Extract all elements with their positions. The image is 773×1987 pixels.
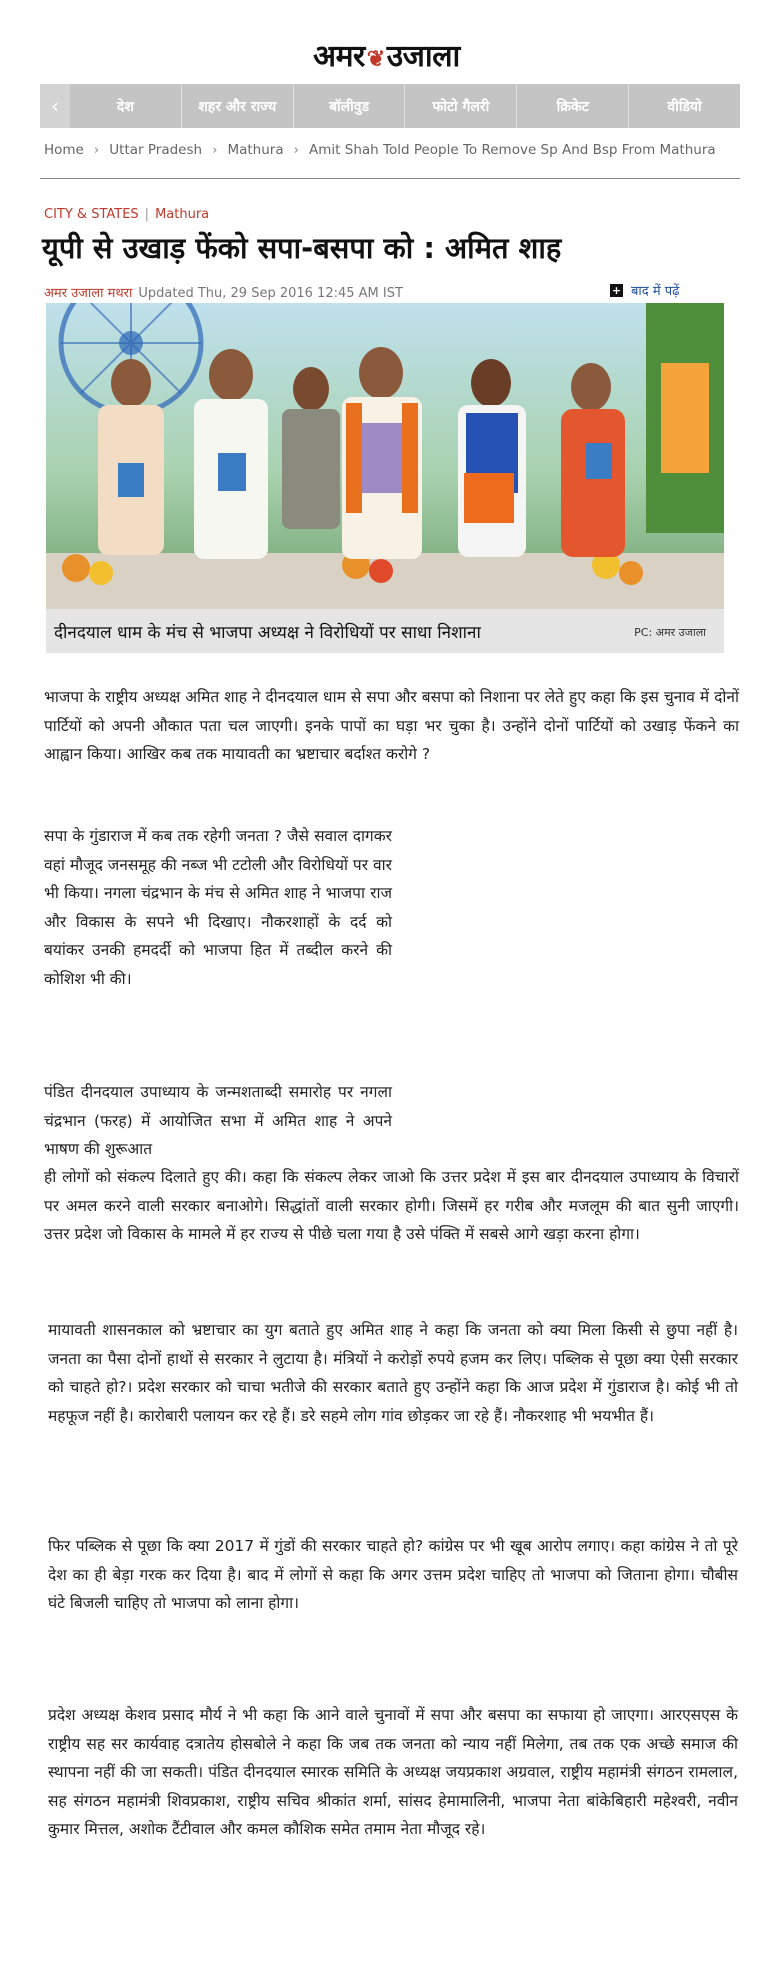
article-paragraph: सपा के गुंडाराज में कब तक रहेगी जनता ? जैसे सवाल दागकर वहां मौजूद जनसमूह की नब्ज भी टटोली और विरोधियों पर वार भी किया। नगला चंद्रभान के मंच से अमित शाह ने भाजपा राज और विकास के सपने भी दिखाए। नौकरशाहों के दर्द को बयांकर उनकी हमदर्दी को भाजपा हित में तब्दील करने की कोशिश भी की। bbox=[44, 827, 392, 988]
article-figure bbox=[46, 303, 724, 653]
kicker-separator: | bbox=[144, 207, 150, 222]
breadcrumb-separator-icon: › bbox=[293, 142, 300, 158]
author-name[interactable]: अमर उजाला मथरा bbox=[44, 286, 133, 301]
event-stage-photo bbox=[46, 303, 724, 609]
nav-item-cricket[interactable]: क्रिकेट bbox=[517, 84, 629, 128]
plus-icon: + bbox=[611, 283, 622, 297]
article-headline: यूपी से उखाड़ फेंको सपा-बसपा को : अमित शाह bbox=[42, 231, 562, 265]
breadcrumb-separator-icon: › bbox=[93, 142, 100, 158]
nav-item-photo-gallery[interactable]: फोटो गैलरी bbox=[405, 84, 517, 128]
article-paragraph: प्रदेश अध्यक्ष केशव प्रसाद मौर्य ने भी कहा कि आने वाले चुनावों में सपा और बसपा का सफाया हो जाएगा। आरएसएस के राष्ट्रीय सह सर कार्यवाह दत्रातेय होसबोले ने कहा कि जब तक जनता को न्याय नहीं मिलेगा, तब तक एक अच्छे समाज की स्थापना नहीं की जा सकती। पंडित दीनदयाल स्मारक समिति के अध्यक्ष जयप्रकाश अग्रवाल, राष्ट्रीय महामंत्री संगठन रामलाल, सह संगठन महामंत्री शिवप्रकाश, राष्ट्रीय सचिव श्रीकांत शर्मा, सांसद हेमामालिनी, भाजपा नेता बांकेबिहारी महेश्वरी, नवीन कुमार मित्तल, अशोक टैंटीवाल और कमल कौशिक समेत तमाम नेता मौजूद रहे। bbox=[48, 1706, 738, 1838]
breadcrumb bbox=[44, 142, 734, 158]
breadcrumb-home[interactable]: Home bbox=[44, 142, 84, 158]
article-paragraph: ही लोगों को संकल्प दिलाते हुए की। कहा कि संकल्प लेकर जाओ कि उत्तर प्रदेश में इस बार दीनदयाल उपाध्याय के विचारों पर अमल करने वाली सरकार बनाओगे। सिद्धांतों वाली सरकार होगी। जिसमें हर गरीब और मजलूम की बात सुनी जाएगी। उत्तर प्रदेश जो विकास के मामले में हर राज्य से पीछे चला गया है उसे पंक्ति में सबसे आगे खड़ा करना होगा। bbox=[44, 1168, 739, 1243]
caption-text: दीनदयाल धाम के मंच से भाजपा अध्यक्ष ने विरोधियों पर साधा निशाना bbox=[54, 622, 481, 643]
site-logo[interactable] bbox=[0, 34, 773, 75]
city-link[interactable]: Mathura bbox=[155, 207, 210, 222]
nav-prev-arrow-icon[interactable]: ‹ bbox=[40, 84, 70, 128]
divider bbox=[40, 178, 740, 179]
breadcrumb-city[interactable]: Mathura bbox=[227, 142, 284, 158]
photo-credit: PC: अमर उजाला bbox=[634, 626, 706, 639]
article-paragraph: फिर पब्लिक से पूछा कि क्या 2017 में गुंडों की सरकार चाहते हो? कांग्रेस पर भी खूब आरोप लगाए। कहा कांग्रेस ने तो पूरे देश का ही बेड़ा गरक कर दिया है। बाद में लोगों से कहा कि अगर उत्तम प्रदेश चाहिए तो भाजपा को जिताना होगा। चौबीस घंटे बिजली चाहिए तो भाजपा को लाना होगा। bbox=[48, 1537, 738, 1612]
main-nav bbox=[40, 84, 740, 128]
article-paragraph: पंडित दीनदयाल उपाध्याय के जन्मशताब्दी समारोह पर नगला चंद्रभान (फरह) में आयोजित सभा में अमित शाह ने अपने भाषण की शुरूआत bbox=[44, 1083, 392, 1158]
nav-item-bollywood[interactable]: बॉलीवुड bbox=[294, 84, 406, 128]
nav-item-video[interactable]: वीडियो bbox=[667, 98, 702, 115]
updated-timestamp: Updated Thu, 29 Sep 2016 12:45 AM IST bbox=[138, 286, 403, 301]
read-later-button[interactable] bbox=[610, 281, 679, 299]
article-paragraph: मायावती शासनकाल को भ्रष्टाचार का युग बताते हुए अमित शाह ने कहा कि जनता को क्या मिला किसी से छुपा नहीं है। जनता का पैसा दोनों हाथों से सरकार ने लुटाया है। मंत्रियों ने करोड़ों रुपये हजम कर लिए। पब्लिक से पूछा क्या ऐसी सरकार को चाहते हो?। प्रदेश सरकार को चाचा भतीजे की सरकार बताते हुए उन्होंने कहा कि आज प्रदेश में गुंडाराज है। कोई भी तो महफूज नहीं है। कारोबारी पलायन कर रहे हैं। डरे सहमे लोग गांव छोड़कर जा रहे हैं। नौकरशाह भी भयभीत हैं। bbox=[48, 1321, 738, 1425]
article-photo[interactable] bbox=[46, 303, 724, 609]
breadcrumb-current: Amit Shah Told People To Remove Sp And Bsp From Mathura bbox=[309, 142, 716, 158]
read-later-label: बाद में पढ़ें bbox=[631, 284, 680, 299]
article-paragraph: भाजपा के राष्ट्रीय अध्यक्ष अमित शाह ने दीनदयाल धाम से सपा और बसपा को निशाना पर लेते हुए कहा कि इस चुनाव में दोनों पार्टियों को अपनी औकात पता चल जाएगी। इनके पापों का घड़ा भर चुका है। उन्होंने दोनों पार्टियों को उखाड़ फेंकने का आह्वान किया। आखिर कब तक मायावती का भ्रष्टाचार बर्दाश्त करोगे ? bbox=[44, 688, 739, 763]
logo-word-left: अमर bbox=[313, 39, 365, 74]
logo-word-right: उजाला bbox=[386, 39, 460, 74]
nav-item-city-state[interactable]: शहर और राज्य bbox=[182, 84, 294, 128]
breadcrumb-separator-icon: › bbox=[212, 142, 218, 158]
byline bbox=[44, 283, 403, 301]
category-link[interactable]: CITY & STATES bbox=[44, 207, 139, 222]
photo-caption bbox=[46, 609, 724, 653]
breadcrumb-state[interactable]: Uttar Pradesh bbox=[109, 142, 203, 158]
nav-item-desh[interactable]: देश bbox=[70, 84, 182, 128]
logo-swirl-icon: ❦ bbox=[366, 46, 385, 72]
article-kicker bbox=[44, 207, 209, 222]
